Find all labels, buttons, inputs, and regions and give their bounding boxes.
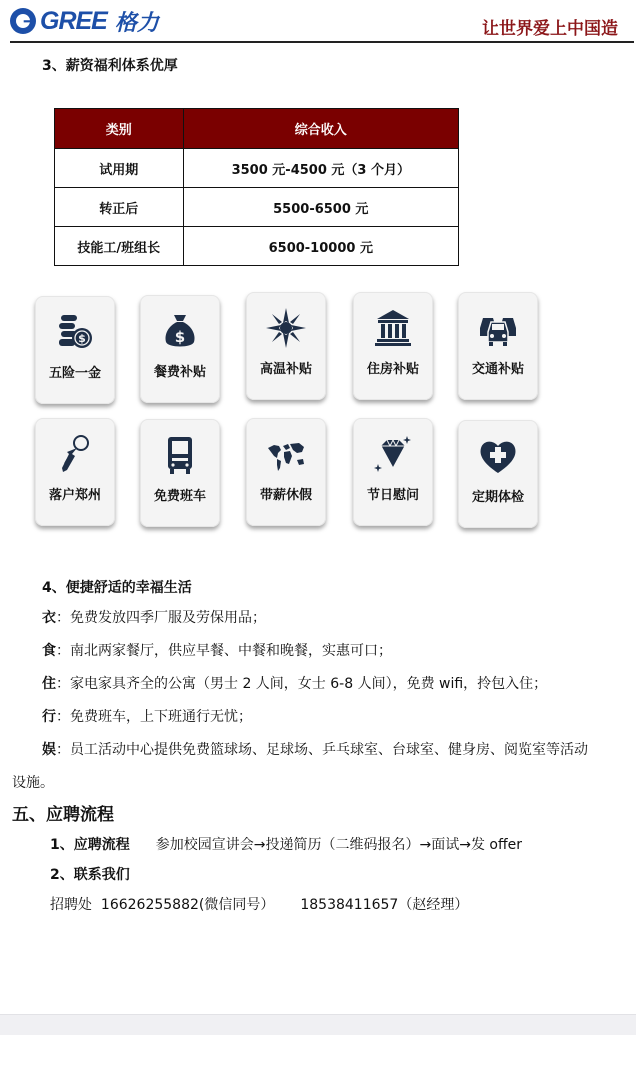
benefit-label: 落户郑州	[48, 488, 101, 503]
salary-table	[54, 108, 459, 266]
slogan: 让世界爱上中国造	[482, 19, 618, 39]
svg-text:$: $	[78, 332, 86, 345]
row-category: 技能工/班组长	[55, 227, 184, 266]
life-key: 住	[42, 676, 56, 692]
life-key: 衣	[42, 610, 56, 626]
bus-icon	[160, 435, 200, 475]
row-category: 试用期	[55, 149, 184, 188]
step1-label: 1、应聘流程	[50, 837, 130, 853]
header-divider	[10, 41, 634, 43]
benefit-label: 带薪休假	[259, 488, 312, 503]
benefit-label: 住房补贴	[366, 362, 419, 377]
life-item-entertainment-wrap: 设施。	[12, 775, 54, 791]
contact-phone-1: 16626255882(微信同号）	[100, 897, 275, 913]
life-item-food	[42, 641, 392, 661]
life-item-clothing	[42, 608, 266, 628]
logo-en: GREE	[40, 6, 107, 35]
benefit-paid-leave	[246, 418, 326, 526]
gree-logo-mark-icon	[10, 8, 36, 34]
diamond-icon	[373, 434, 413, 474]
step1-text: 参加校园宣讲会→投递简历（二维码报名）→面试→发 offer	[155, 837, 522, 853]
salary-table-header	[55, 109, 459, 149]
benefit-heat	[246, 292, 326, 400]
table-row	[55, 227, 459, 266]
life-item-travel	[42, 707, 252, 727]
row-income: 3500 元-4500 元（3 个月）	[183, 149, 458, 188]
header-income: 综合收入	[183, 109, 458, 149]
contact-phone-2: 18538411657（赵经理）	[300, 897, 469, 913]
header-category: 类别	[55, 109, 184, 149]
life-item-housing	[42, 674, 547, 694]
section4-title: 4、便捷舒适的幸福生活	[42, 580, 192, 596]
medical-heart-icon	[478, 436, 518, 476]
benefit-label: 餐费补贴	[153, 365, 206, 380]
benefit-residency	[35, 418, 115, 526]
benefit-label: 五险一金	[48, 366, 101, 381]
world-map-icon	[266, 434, 306, 474]
life-item-entertainment	[42, 740, 588, 760]
benefit-meal	[140, 295, 220, 403]
life-key: 食	[42, 643, 56, 659]
section3-title: 3、薪资福利体系优厚	[42, 58, 178, 74]
benefit-insurance	[35, 296, 115, 404]
life-key: 行	[42, 709, 56, 725]
page-bottom-bar	[0, 1014, 636, 1035]
coins-icon	[55, 312, 95, 352]
benefit-transport	[458, 292, 538, 400]
money-bag-icon	[160, 311, 200, 351]
cars-icon	[478, 308, 518, 348]
benefit-label: 节日慰问	[366, 488, 419, 503]
life-text: ：免费发放四季厂服及劳保用品；	[56, 610, 266, 626]
row-income: 6500-10000 元	[183, 227, 458, 266]
life-text: ：南北两家餐厅，供应早餐、中餐和晚餐，实惠可口；	[56, 643, 392, 659]
table-row	[55, 188, 459, 227]
page-header	[0, 0, 636, 44]
key-icon	[55, 434, 95, 474]
contact-info	[50, 894, 468, 914]
sun-icon	[266, 308, 306, 348]
benefit-housing	[353, 292, 433, 400]
benefit-checkup	[458, 420, 538, 528]
benefit-label: 定期体检	[471, 490, 524, 505]
contact-office: 招聘处	[50, 897, 92, 913]
logo-cn: 格力	[114, 9, 159, 36]
gree-logo	[10, 6, 159, 36]
application-process	[50, 834, 522, 854]
life-text: ：家电家具齐全的公寓（男士 2 人间，女士 6-8 人间），免费 wifi，拎包入住；	[56, 676, 548, 692]
life-key: 娱	[42, 742, 56, 758]
life-text: ：免费班车，上下班通行无忧；	[56, 709, 252, 725]
step2-label: 2、联系我们	[50, 867, 130, 883]
contact-heading	[50, 864, 130, 884]
life-text: ：员工活动中心提供免费篮球场、足球场、乒乓球室、台球室、健身房、阅览室等活动	[56, 742, 588, 758]
benefit-shuttle	[140, 419, 220, 527]
bank-building-icon	[373, 308, 413, 348]
svg-text:$: $	[174, 328, 186, 346]
section5-title: 五、应聘流程	[12, 805, 114, 825]
benefit-label: 免费班车	[153, 489, 206, 504]
row-category: 转正后	[55, 188, 184, 227]
benefit-label: 高温补贴	[259, 362, 312, 377]
row-income: 5500-6500 元	[183, 188, 458, 227]
table-row	[55, 149, 459, 188]
benefit-label: 交通补贴	[471, 362, 524, 377]
benefit-holiday	[353, 418, 433, 526]
